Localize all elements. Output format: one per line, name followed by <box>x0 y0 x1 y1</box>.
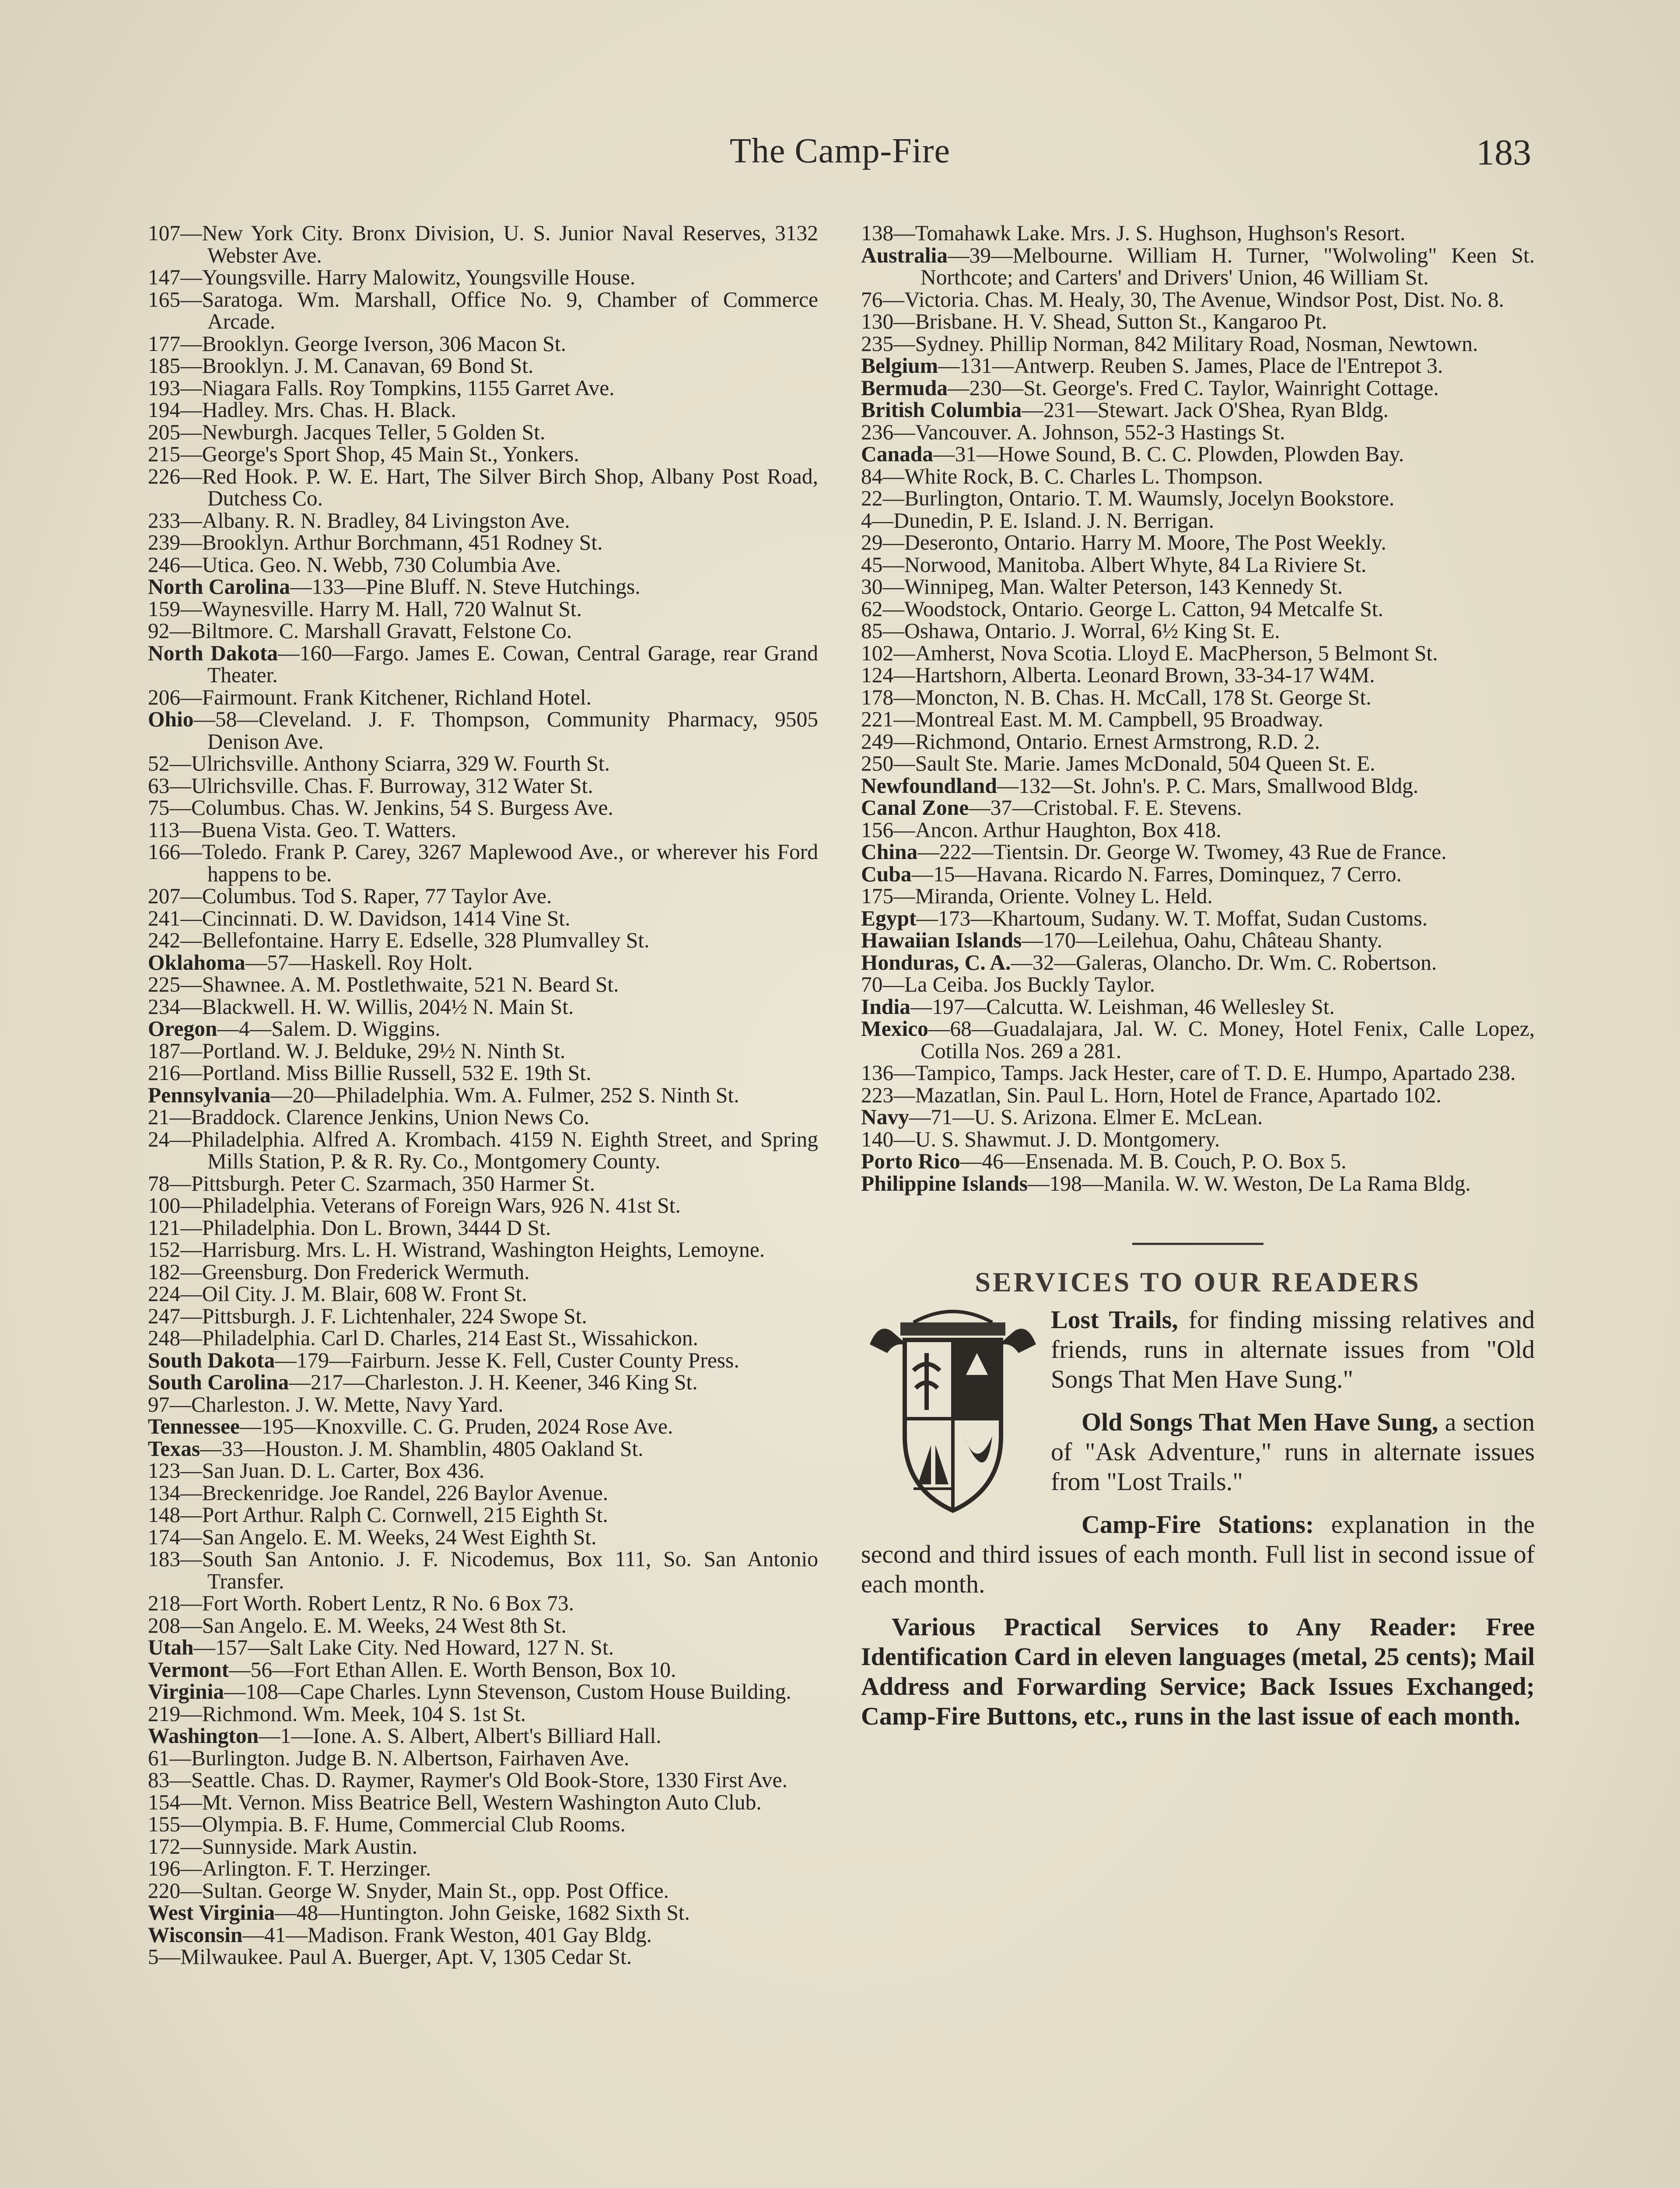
station-entry <box>148 908 818 930</box>
station-entry <box>148 1040 818 1062</box>
station-text: 24—Philadelphia. Alfred A. Krombach. 4159 N. Eighth Street, and Spring Mills Station, P. & R. Ry. Co., Montgomery County. <box>148 1127 818 1173</box>
region-name: India <box>861 994 910 1019</box>
station-text: 140—U. S. Shawmut. J. D. Montgomery. <box>861 1127 1220 1151</box>
station-text: 178—Moncton, N. B. Chas. H. McCall, 178 St. George St. <box>861 685 1372 709</box>
station-entry <box>861 996 1535 1018</box>
station-text: 233—Albany. R. N. Bradley, 84 Livingston Ave. <box>148 508 570 533</box>
station-text: 102—Amherst, Nova Scotia. Lloyd E. MacPherson, 5 Belmont St. <box>861 641 1438 665</box>
station-entry <box>861 245 1535 289</box>
station-entry <box>861 554 1535 576</box>
station-text: 216—Portland. Miss Billie Russell, 532 E. 19th St. <box>148 1061 592 1085</box>
station-text: —160—Fargo. James E. Cowan, Central Garage, rear Grand Theater. <box>207 641 818 687</box>
region-name: Pennsylvania <box>148 1083 271 1107</box>
station-text: —217—Charleston. J. H. Keener, 346 King St. <box>289 1370 698 1394</box>
station-text: 154—Mt. Vernon. Miss Beatrice Bell, Western Washington Auto Club. <box>148 1790 762 1814</box>
station-entry <box>148 974 818 996</box>
station-text: 84—White Rock, B. C. Charles L. Thompson. <box>861 464 1263 488</box>
station-entry <box>148 1659 818 1681</box>
station-text: —157—Salt Lake City. Ned Howard, 127 N. St. <box>193 1635 614 1659</box>
station-text: —31—Howe Sound, B. C. C. Plowden, Plowden Bay. <box>933 442 1404 466</box>
station-text: —4—Salem. D. Wiggins. <box>217 1017 441 1041</box>
station-text: 147—Youngsville. Harry Malowitz, Youngsville House. <box>148 265 636 289</box>
station-entry <box>861 598 1535 621</box>
station-entry <box>148 1283 818 1305</box>
station-text: 21—Braddock. Clarence Jenkins, Union News Co. <box>148 1105 590 1129</box>
station-entry <box>861 819 1535 842</box>
station-entry <box>861 510 1535 532</box>
station-entry <box>148 841 818 885</box>
station-text: 70—La Ceiba. Jos Buckly Taylor. <box>861 972 1155 996</box>
station-entry <box>148 532 818 554</box>
station-entry <box>148 576 818 598</box>
station-entry <box>861 753 1535 775</box>
station-text: 247—Pittsburgh. J. F. Lichtenhaler, 224 Swope St. <box>148 1304 587 1328</box>
station-text: 206—Fairmount. Frank Kitchener, Richland Hotel. <box>148 685 592 709</box>
station-entry <box>148 333 818 355</box>
crest-svg <box>861 1305 1045 1515</box>
station-entry <box>148 443 818 466</box>
station-entry <box>148 1217 818 1239</box>
station-text: 223—Mazatlan, Sin. Paul L. Horn, Hotel de France, Apartado 102. <box>861 1083 1442 1107</box>
station-entry <box>861 642 1535 665</box>
station-entry <box>148 996 818 1018</box>
station-entry <box>861 952 1535 974</box>
station-entry <box>148 554 818 576</box>
station-entry <box>861 687 1535 709</box>
station-text: 138—Tomahawk Lake. Mrs. J. S. Hughson, Hughson's Resort. <box>861 221 1406 245</box>
station-text: 218—Fort Worth. Robert Lentz, R No. 6 Box 73. <box>148 1591 574 1615</box>
station-text: 215—George's Sport Shop, 45 Main St., Yonkers. <box>148 442 579 466</box>
station-entry <box>148 1725 818 1747</box>
practical-services-text: Free Identification Card in eleven languages (metal, 25 cents); Mail Address and Forwarding Service; Back Issues Exchanged; Camp-Fire Buttons, etc., runs in the last issue of each month. <box>861 1612 1535 1730</box>
station-text: —179—Fairburn. Jesse K. Fell, Custer County Press. <box>275 1348 739 1372</box>
station-text: 134—Breckenridge. Joe Randel, 226 Baylor Avenue. <box>148 1480 609 1505</box>
station-text: 185—Brooklyn. J. M. Canavan, 69 Bond St. <box>148 354 534 378</box>
station-entry <box>148 1924 818 1946</box>
lost-trails-paragraph <box>861 1305 1535 1394</box>
station-entry <box>861 532 1535 554</box>
region-name: Oklahoma <box>148 950 245 975</box>
station-text: 248—Philadelphia. Carl D. Charles, 214 East St., Wissahickon. <box>148 1326 698 1350</box>
station-text: 234—Blackwell. H. W. Willis, 204½ N. Main St. <box>148 994 574 1019</box>
station-entry <box>148 1902 818 1924</box>
station-text: 221—Montreal East. M. M. Campbell, 95 Broadway. <box>861 707 1323 731</box>
region-name: Wisconsin <box>148 1922 243 1947</box>
region-name: British Columbia <box>861 398 1022 422</box>
station-entry <box>861 1062 1535 1084</box>
station-text: 121—Philadelphia. Don L. Brown, 3444 D St. <box>148 1215 551 1240</box>
region-name: North Carolina <box>148 575 290 599</box>
station-text: 172—Sunnyside. Mark Austin. <box>148 1834 418 1858</box>
station-text: 193—Niagara Falls. Roy Tompkins, 1155 Garret Ave. <box>148 375 615 400</box>
station-entry <box>861 731 1535 753</box>
station-text: 113—Buena Vista. Geo. T. Watters. <box>148 817 457 842</box>
station-text: 45—Norwood, Manitoba. Albert Whyte, 84 La Riviere St. <box>861 552 1367 577</box>
station-entry <box>861 1129 1535 1151</box>
station-text: 187—Portland. W. J. Belduke, 29½ N. Ninth St. <box>148 1038 566 1063</box>
station-text: 85—Oshawa, Ontario. J. Worral, 6½ King St. E. <box>861 619 1280 643</box>
station-entry <box>148 1880 818 1902</box>
station-text: 97—Charleston. J. W. Mette, Navy Yard. <box>148 1392 504 1417</box>
station-text: 5—Milwaukee. Paul A. Buerger, Apt. V, 1305 Cedar St. <box>148 1945 632 1969</box>
station-text: —20—Philadelphia. Wm. A. Fulmer, 252 S. Ninth St. <box>270 1083 739 1107</box>
station-entry <box>148 1615 818 1637</box>
station-text: —58—Cleveland. J. F. Thompson, Community Pharmacy, 9505 Denison Ave. <box>193 707 818 754</box>
station-entry <box>148 1460 818 1482</box>
region-name: Washington <box>148 1724 259 1748</box>
region-name: North Dakota <box>148 641 278 665</box>
station-text: —41—Madison. Frank Weston, 401 Gay Bldg. <box>242 1922 652 1947</box>
station-text: 166—Toledo. Frank P. Carey, 3267 Maplewood Ave., or wherever his Ford happens to be. <box>148 840 818 886</box>
station-text: 92—Biltmore. C. Marshall Gravatt, Felstone Co. <box>148 619 572 643</box>
station-text: —230—St. George's. Fred C. Taylor, Wainright Cottage. <box>948 375 1439 400</box>
station-text: 226—Red Hook. P. W. E. Hart, The Silver Birch Shop, Albany Post Road, Dutchess Co. <box>148 464 818 510</box>
station-text: —231—Stewart. Jack O'Shea, Ryan Bldg. <box>1022 398 1389 422</box>
station-text: 205—Newburgh. Jacques Teller, 5 Golden St. <box>148 420 546 444</box>
station-text: 29—Deseronto, Ontario. Harry M. Moore, The Post Weekly. <box>861 530 1386 554</box>
station-text: 100—Philadelphia. Veterans of Foreign Wars, 926 N. 41st St. <box>148 1193 681 1217</box>
station-entry <box>148 289 818 333</box>
station-entry <box>861 620 1535 642</box>
station-text: 174—San Angelo. E. M. Weeks, 24 West Eighth St. <box>148 1525 597 1549</box>
station-text: 130—Brisbane. H. V. Shead, Sutton St., Kangaroo Pt. <box>861 309 1327 333</box>
region-name: Utah <box>148 1635 194 1659</box>
region-name: Australia <box>861 243 948 267</box>
station-entry <box>148 819 818 842</box>
station-entry <box>148 620 818 642</box>
station-text: 250—Sault Ste. Marie. James McDonald, 504 Queen St. E. <box>861 751 1376 775</box>
station-entry <box>148 1062 818 1084</box>
region-name: Porto Rico <box>861 1149 960 1173</box>
station-entry <box>861 1173 1535 1195</box>
station-entry <box>148 1769 818 1792</box>
station-text: —46—Ensenada. M. B. Couch, P. O. Box 5. <box>960 1149 1347 1173</box>
services-heading: SERVICES TO OUR READERS <box>975 1266 1421 1297</box>
station-entry <box>148 1195 818 1217</box>
station-text: —1—Ione. A. S. Albert, Albert's Billiard Hall. <box>259 1724 662 1748</box>
station-text: 159—Waynesville. Harry M. Hall, 720 Walnut St. <box>148 596 582 621</box>
station-entry <box>861 1018 1535 1062</box>
station-entry <box>148 1129 818 1173</box>
station-entry <box>148 1394 818 1416</box>
station-entry <box>861 908 1535 930</box>
station-entry <box>148 1592 818 1615</box>
station-entry <box>861 797 1535 819</box>
station-text: —173—Khartoum, Sudany. W. T. Moffat, Sudan Customs. <box>916 906 1428 930</box>
station-text: 219—Richmond. Wm. Meek, 104 S. 1st St. <box>148 1701 526 1726</box>
station-text: —132—St. John's. P. C. Mars, Smallwood Bldg. <box>997 773 1419 798</box>
station-text: 239—Brooklyn. Arthur Borchmann, 451 Rodney St. <box>148 530 603 554</box>
region-name: Canal Zone <box>861 796 969 820</box>
region-name: Mexico <box>861 1017 928 1041</box>
station-entry <box>148 1239 818 1261</box>
station-entry <box>148 929 818 952</box>
region-name: Navy <box>861 1105 909 1129</box>
station-entry <box>148 377 818 400</box>
station-entry <box>148 1792 818 1814</box>
station-text: —32—Galeras, Olancho. Dr. Wm. C. Robertson. <box>1011 950 1437 975</box>
right-column-station-list <box>861 222 1535 1195</box>
station-entry <box>861 222 1535 245</box>
stations-lead: Camp-Fire Stations: <box>1082 1510 1314 1539</box>
station-text: —37—Cristobal. F. E. Stevens. <box>969 796 1242 820</box>
station-entry <box>148 355 818 377</box>
right-column <box>861 222 1535 1744</box>
region-name: Cuba <box>861 862 912 886</box>
station-text: —15—Havana. Ricardo N. Farres, Dominquez, 7 Cerro. <box>911 862 1402 886</box>
region-name: West Virginia <box>148 1900 275 1925</box>
station-text: 76—Victoria. Chas. M. Healy, 30, The Avenue, Windsor Post, Dist. No. 8. <box>861 287 1504 312</box>
station-entry <box>861 1106 1535 1129</box>
section-divider <box>1132 1243 1264 1245</box>
station-entry <box>148 1548 818 1592</box>
region-name: Virginia <box>148 1680 224 1704</box>
station-text: —195—Knoxville. C. G. Pruden, 2024 Rose Ave. <box>239 1414 673 1438</box>
region-name: Canada <box>861 442 934 466</box>
station-text: 224—Oil City. J. M. Blair, 608 W. Front St. <box>148 1282 527 1306</box>
station-text: 78—Pittsburgh. Peter C. Szarmach, 350 Harmer St. <box>148 1171 595 1196</box>
station-entry <box>861 929 1535 952</box>
region-name: China <box>861 840 918 864</box>
station-text: —133—Pine Bluff. N. Steve Hutchings. <box>290 575 640 599</box>
station-entry <box>861 708 1535 731</box>
station-text: 148—Port Arthur. Ralph C. Cornwell, 215 Eighth St. <box>148 1503 608 1527</box>
station-entry <box>861 885 1535 908</box>
station-entry <box>861 1150 1535 1173</box>
station-entry <box>148 1305 818 1328</box>
station-entry <box>148 1438 818 1460</box>
station-text: 196—Arlington. F. T. Herzinger. <box>148 1856 431 1880</box>
old-songs-text: a section of "Ask Adventure," runs in alternate issues from "Lost Trails." <box>1051 1407 1535 1496</box>
region-name: Oregon <box>148 1017 217 1041</box>
old-songs-lead: Old Songs That Men Have Sung, <box>1082 1407 1438 1436</box>
station-text: 208—San Angelo. E. M. Weeks, 24 West 8th St. <box>148 1613 567 1637</box>
station-text: —56—Fort Ethan Allen. E. Worth Benson, Box 10. <box>229 1657 676 1682</box>
station-entry <box>148 1173 818 1195</box>
station-text: —39—Melbourne. William H. Turner, "Wolwoling" Keen St. Northcote; and Carters' and Drivers' Union, 46 William St. <box>920 243 1535 289</box>
station-entry <box>861 576 1535 598</box>
station-text: —197—Calcutta. W. Leishman, 46 Wellesley St. <box>910 994 1335 1019</box>
station-text: 182—Greensburg. Don Frederick Wermuth. <box>148 1259 530 1284</box>
station-entry <box>148 775 818 797</box>
station-entry <box>861 775 1535 797</box>
station-entry <box>148 510 818 532</box>
station-text: 194—Hadley. Mrs. Chas. H. Black. <box>148 398 456 422</box>
region-name: Philippine Islands <box>861 1171 1028 1196</box>
station-text: —222—Tientsin. Dr. George W. Twomey, 43 Rue de France. <box>917 840 1447 864</box>
station-text: 52—Ulrichsville. Anthony Sciarra, 329 W. Fourth St. <box>148 751 610 775</box>
stations-paragraph <box>861 1510 1535 1599</box>
station-text: 22—Burlington, Ontario. T. M. Waumsly, Jocelyn Bookstore. <box>861 486 1395 510</box>
station-entry <box>148 1526 818 1549</box>
station-entry <box>148 1350 818 1372</box>
station-entry <box>148 222 818 266</box>
region-name: Vermont <box>148 1657 229 1682</box>
station-text: —198—Manila. W. W. Weston, De La Rama Bldg. <box>1028 1171 1471 1196</box>
station-entry <box>148 266 818 289</box>
station-entry <box>148 1813 818 1836</box>
station-entry <box>148 1747 818 1770</box>
lost-trails-lead: Lost Trails, <box>1051 1305 1178 1334</box>
station-entry <box>148 1482 818 1504</box>
station-entry <box>148 1261 818 1283</box>
station-text: 61—Burlington. Judge B. N. Albertson, Fairhaven Ave. <box>148 1746 630 1770</box>
station-entry <box>148 885 818 908</box>
station-text: 235—Sydney. Phillip Norman, 842 Military Road, Nosman, Newtown. <box>861 331 1478 356</box>
region-name: Ohio <box>148 707 194 731</box>
station-text: 63—Ulrichsville. Chas. F. Burroway, 312 Water St. <box>148 773 593 798</box>
station-text: 246—Utica. Geo. N. Webb, 730 Columbia Ave. <box>148 552 561 577</box>
practical-services-paragraph <box>861 1612 1535 1731</box>
region-name: South Carolina <box>148 1370 289 1394</box>
station-entry <box>148 1836 818 1858</box>
station-text: 225—Shawnee. A. M. Postlethwaite, 521 N. Beard St. <box>148 972 619 996</box>
station-text: 152—Harrisburg. Mrs. L. H. Wistrand, Washington Heights, Lemoyne. <box>148 1238 765 1262</box>
station-entry <box>148 687 818 709</box>
station-entry <box>148 1681 818 1703</box>
station-text: —71—U. S. Arizona. Elmer E. McLean. <box>909 1105 1263 1129</box>
station-text: 220—Sultan. George W. Snyder, Main St., opp. Post Office. <box>148 1878 669 1903</box>
station-entry <box>148 1637 818 1659</box>
station-entry <box>148 1858 818 1880</box>
station-text: 177—Brooklyn. George Iverson, 306 Macon St. <box>148 331 566 356</box>
region-name: Hawaiian Islands <box>861 928 1022 952</box>
region-name: Bermuda <box>861 375 948 400</box>
station-entry <box>148 952 818 974</box>
station-entry <box>148 1504 818 1526</box>
region-name: Honduras, C. A. <box>861 950 1011 975</box>
station-entry <box>861 974 1535 996</box>
station-entry <box>861 289 1535 311</box>
station-text: 207—Columbus. Tod S. Raper, 77 Taylor Ave. <box>148 884 552 908</box>
station-text: —131—Antwerp. Reuben S. James, Place de l'Entrepot 3. <box>938 354 1443 378</box>
station-text: 4—Dunedin, P. E. Island. J. N. Berrigan. <box>861 508 1214 533</box>
page-number: 183 <box>1476 132 1531 173</box>
region-name: South Dakota <box>148 1348 275 1372</box>
station-entry <box>148 1018 818 1040</box>
station-entry <box>148 1416 818 1438</box>
station-entry <box>861 333 1535 355</box>
region-name: Newfoundland <box>861 773 997 798</box>
station-entry <box>148 399 818 421</box>
station-text: 242—Bellefontaine. Harry E. Edselle, 328 Plumvalley St. <box>148 928 650 952</box>
station-text: 62—Woodstock, Ontario. George L. Catton, 94 Metcalfe St. <box>861 596 1383 621</box>
station-entry <box>861 377 1535 400</box>
station-text: 107—New York City. Bronx Division, U. S. Junior Naval Reserves, 3132 Webster Ave. <box>148 221 818 267</box>
station-entry <box>861 664 1535 687</box>
station-text: 155—Olympia. B. F. Hume, Commercial Club Rooms. <box>148 1812 626 1836</box>
station-entry <box>861 841 1535 863</box>
station-entry <box>148 598 818 621</box>
station-text: 83—Seattle. Chas. D. Raymer, Raymer's Old Book-Store, 1330 First Ave. <box>148 1768 788 1792</box>
station-entry <box>861 311 1535 333</box>
stations-text: explanation in the second and third issues of each month. Full list in second issue of each month. <box>861 1510 1535 1598</box>
practical-services-lead: Various Practical Services to Any Reader: <box>892 1612 1457 1641</box>
region-name: Texas <box>148 1436 200 1461</box>
station-entry <box>861 443 1535 466</box>
station-text: 236—Vancouver. A. Johnson, 552-3 Hastings St. <box>861 420 1285 444</box>
region-name: Egypt <box>861 906 917 930</box>
station-text: 183—South San Antonio. J. F. Nicodemus, Box 111, So. San Antonio Transfer. <box>148 1547 818 1593</box>
left-column-station-list <box>148 222 818 1968</box>
services-block <box>861 1305 1535 1731</box>
station-text: —68—Guadalajara, Jal. W. C. Money, Hotel Fenix, Calle Lopez, Cotilla Nos. 269 a 281. <box>920 1017 1535 1063</box>
station-entry <box>148 1946 818 1968</box>
station-entry <box>148 1703 818 1725</box>
station-entry <box>148 1084 818 1107</box>
station-text: —48—Huntington. John Geiske, 1682 Sixth St. <box>275 1900 690 1925</box>
station-entry <box>148 708 818 753</box>
station-entry <box>148 797 818 819</box>
station-entry <box>861 355 1535 377</box>
station-entry <box>148 1371 818 1394</box>
station-entry <box>861 863 1535 886</box>
station-entry <box>861 466 1535 488</box>
station-entry <box>148 466 818 510</box>
station-text: —57—Haskell. Roy Holt. <box>245 950 473 975</box>
station-entry <box>148 753 818 775</box>
station-entry <box>861 487 1535 510</box>
station-entry <box>148 642 818 687</box>
station-entry <box>148 421 818 444</box>
station-entry <box>861 1084 1535 1107</box>
station-entry <box>148 1106 818 1129</box>
camp-fire-crest-icon <box>861 1305 1045 1515</box>
station-text: —170—Leilehua, Oahu, Château Shanty. <box>1022 928 1382 952</box>
station-text: 75—Columbus. Chas. W. Jenkins, 54 S. Burgess Ave. <box>148 796 613 820</box>
station-text: 136—Tampico, Tamps. Jack Hester, care of T. D. E. Humpo, Apartado 238. <box>861 1061 1516 1085</box>
station-entry <box>861 399 1535 421</box>
lost-trails-text: for finding missing relatives and friends, runs in alternate issues from "Old Songs That Men Have Sung." <box>1051 1305 1535 1393</box>
station-text: 175—Miranda, Oriente. Volney L. Held. <box>861 884 1213 908</box>
region-name: Belgium <box>861 354 938 378</box>
station-text: 165—Saratoga. Wm. Marshall, Office No. 9, Chamber of Commerce Arcade. <box>148 287 818 333</box>
region-name: Tennessee <box>148 1414 240 1438</box>
station-text: —33—Houston. J. M. Shamblin, 4805 Oakland St. <box>200 1436 644 1461</box>
station-entry <box>861 421 1535 444</box>
station-text: —108—Cape Charles. Lynn Stevenson, Custom House Building. <box>224 1680 791 1704</box>
station-text: 124—Hartshorn, Alberta. Leonard Brown, 33-34-17 W4M. <box>861 663 1375 687</box>
station-text: 123—San Juan. D. L. Carter, Box 436. <box>148 1459 485 1483</box>
station-text: 30—Winnipeg, Man. Walter Peterson, 143 Kennedy St. <box>861 575 1343 599</box>
station-text: 241—Cincinnati. D. W. Davidson, 1414 Vine St. <box>148 906 570 930</box>
station-text: 249—Richmond, Ontario. Ernest Armstrong, R.D. 2. <box>861 729 1320 754</box>
station-entry <box>148 1327 818 1350</box>
station-text: 156—Ancon. Arthur Haughton, Box 418. <box>861 817 1222 842</box>
running-head-title: The Camp-Fire <box>730 132 950 170</box>
